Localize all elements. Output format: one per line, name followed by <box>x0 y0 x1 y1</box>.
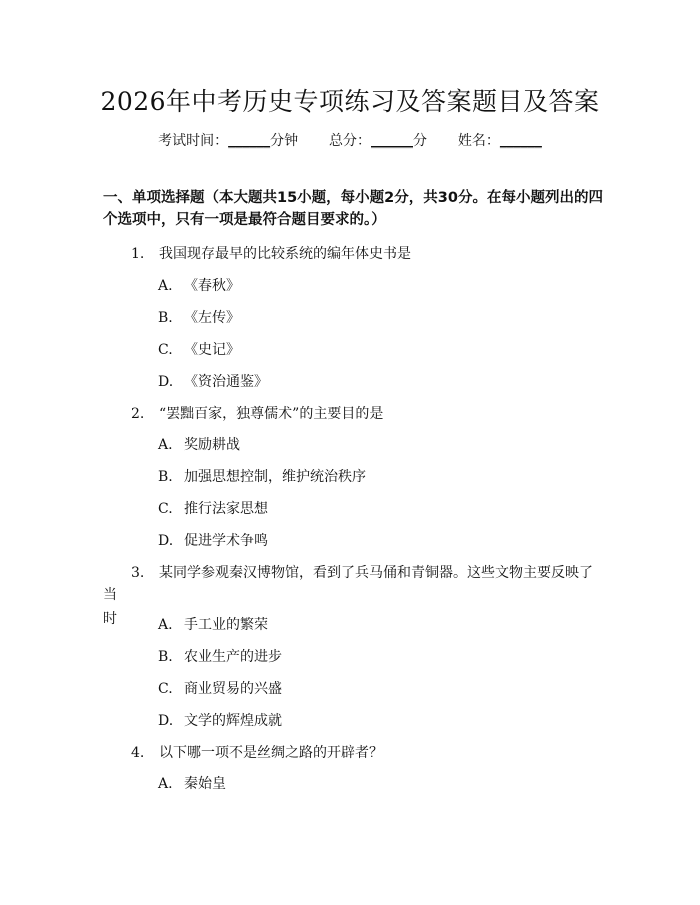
score-label: 总分： <box>329 133 371 149</box>
option-text: 商业贸易的兴盛 <box>184 681 282 697</box>
option-letter: C. <box>158 681 173 697</box>
time-unit: 分钟 <box>270 133 299 149</box>
exam-info-line <box>0 130 700 150</box>
option-4a <box>158 774 226 794</box>
option-text: 秦始皇 <box>184 776 226 792</box>
question-2 <box>103 403 601 425</box>
question-text: 某同学参观秦汉博物馆，看到了兵马俑和青铜器。这些文物主要反映了当 <box>103 565 593 603</box>
question-number: 2. <box>131 406 145 422</box>
option-2b <box>158 467 366 487</box>
option-2c <box>158 499 268 519</box>
question-number: 3. <box>131 565 145 581</box>
option-2d <box>158 531 268 551</box>
option-text: 《春秋》 <box>184 278 240 294</box>
name-label: 姓名： <box>457 133 500 149</box>
question-text: “罢黜百家，独尊儒术”的主要目的是 <box>159 406 384 422</box>
option-letter: B. <box>158 310 173 326</box>
option-text: 文学的辉煌成就 <box>184 713 282 729</box>
option-letter: C. <box>158 501 173 517</box>
option-text: 推行法家思想 <box>184 501 268 517</box>
option-1c <box>158 340 240 360</box>
score-blank: ______ <box>371 133 413 149</box>
option-text: 手工业的繁荣 <box>184 617 268 633</box>
option-letter: A. <box>158 437 173 453</box>
question-text-continued: 时 <box>103 611 117 627</box>
option-text: 《左传》 <box>184 310 240 326</box>
option-text: 《资治通鉴》 <box>184 374 268 390</box>
time-blank: ______ <box>228 133 271 149</box>
option-letter: A. <box>158 617 173 633</box>
option-1d <box>158 372 268 392</box>
question-number: 1. <box>131 246 145 262</box>
option-3c <box>158 679 282 699</box>
question-text: 我国现存最早的比较系统的编年体史书是 <box>159 246 411 262</box>
option-1a <box>158 276 240 296</box>
option-3d <box>158 711 282 731</box>
option-letter: D. <box>158 374 174 390</box>
question-1 <box>103 243 601 265</box>
section-heading: 一、单项选择题（本大题共15小题，每小题2分，共30分。在每小题列出的四个选项中，只有一项是最符合题目要求的。） <box>103 190 603 228</box>
option-letter: D. <box>158 533 174 549</box>
option-3a <box>158 615 268 635</box>
option-letter: C. <box>158 342 173 358</box>
option-text: 农业生产的进步 <box>184 649 282 665</box>
question-4 <box>103 742 601 764</box>
option-letter: A. <box>158 278 173 294</box>
option-letter: B. <box>158 469 173 485</box>
score-unit: 分 <box>413 133 427 149</box>
option-text: 《史记》 <box>184 342 240 358</box>
option-2a <box>158 435 240 455</box>
name-blank: ______ <box>499 133 542 149</box>
option-text: 促进学术争鸣 <box>184 533 268 549</box>
option-letter: A. <box>158 776 173 792</box>
time-label: 考试时间： <box>158 133 229 149</box>
option-letter: B. <box>158 649 173 665</box>
option-1b <box>158 308 240 328</box>
option-text: 奖励耕战 <box>184 437 240 453</box>
option-3b <box>158 647 282 667</box>
question-text: 以下哪一项不是丝绸之路的开辟者？ <box>159 745 383 761</box>
page-title: 2026年中考历史专项练习及答案题目及答案 <box>100 87 600 116</box>
option-text: 加强思想控制，维护统治秩序 <box>184 469 366 485</box>
question-number: 4. <box>131 745 145 761</box>
option-letter: D. <box>158 713 174 729</box>
